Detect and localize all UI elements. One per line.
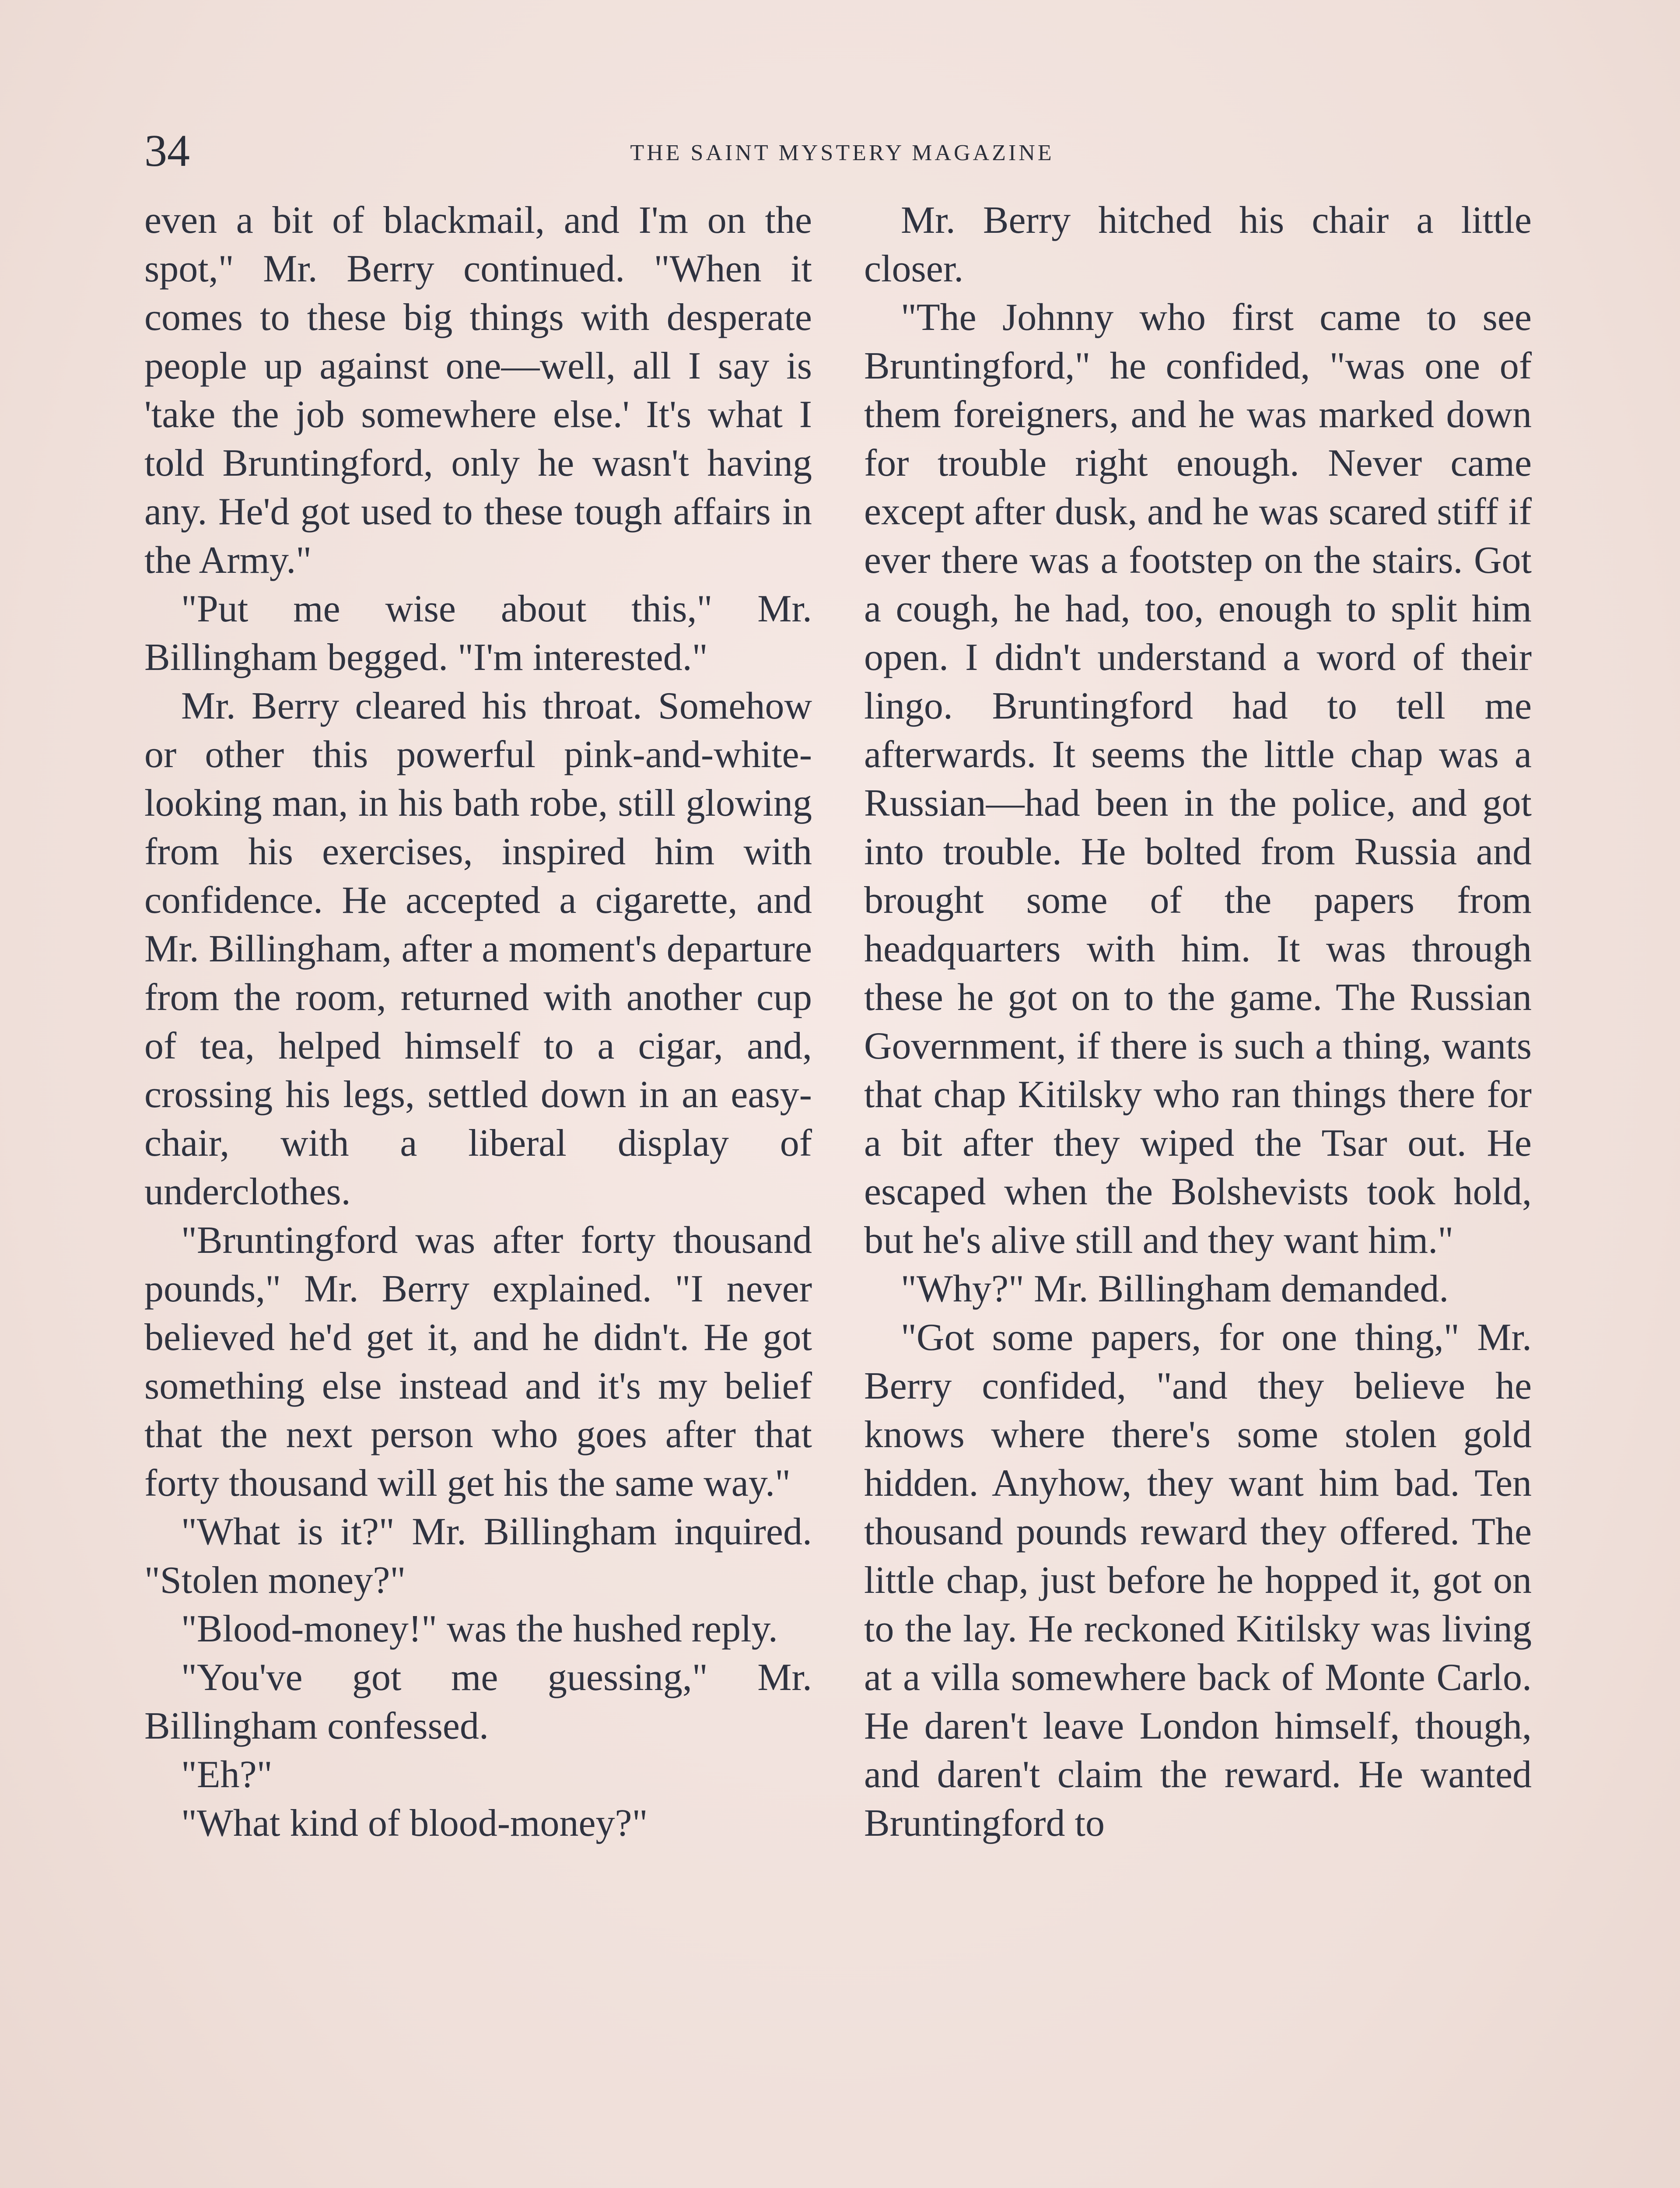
right-column xyxy=(864,196,1532,1848)
paragraph: Mr. Berry cleared his throat. Somehow or other this powerful pink-and-white-looking man, in his bath robe, still glowing from his exercises, inspired him with confidence. He accepted a cigarette, and Mr. Billingham, after a moment's departure from the room, returned with another cup of tea, helped himself to a cigar, and, crossing his legs, settled down in an easy-chair, with a liberal display of underclothes. xyxy=(144,685,812,1213)
paragraph: "What kind of blood-money?" xyxy=(181,1802,648,1844)
paragraph: even a bit of blackmail, and I'm on the spot," Mr. Berry continued. "When it comes to these big things with desperate people up against one—well, all I say is 'take the job somewhere else.' It's what I told Bruntingford, only he wasn't having any. He'd got used to these tough affairs in the Army." xyxy=(144,199,812,582)
paragraph: Mr. Berry hitched his chair a little closer. xyxy=(864,199,1532,290)
paragraph: "The Johnny who first came to see Bruntingford," he confided, "was one of them foreigners, and he was marked down for trouble right enough. Never came except after dusk, and he was scared stiff if ever there was a footstep on the stairs. Got a cough, he had, too, enough to split him open. I didn't understand a word of their lingo. Bruntingford had to tell me afterwards. It seems the little chap was a Russian—had been in the police, and got into trouble. He bolted from Russia and brought some of the papers from headquarters with him. It was through these he got on to the game. The Russian Government, if there is such a thing, wants that chap Kitilsky who ran things there for a bit after they wiped the Tsar out. He escaped when the Bolshevists took hold, but he's alive still and they want him." xyxy=(864,296,1532,1262)
running-head: THE SAINT MYSTERY MAGAZINE xyxy=(630,140,1054,165)
left-column xyxy=(144,196,812,1848)
paragraph: "Blood-money!" was the hushed reply. xyxy=(181,1608,778,1650)
page-header xyxy=(144,125,1540,182)
paragraph: "Put me wise about this," Mr. Billingham begged. "I'm interested." xyxy=(144,588,812,679)
paragraph: "Got some papers, for one thing," Mr. Berry confided, "and they believe he knows where there's some stolen gold hidden. Anyhow, they want him bad. Ten thousand pounds reward they offered. The little chap, just before he hopped it, got on to the lay. He reckoned Kitilsky was living at a villa somewhere back of Monte Carlo. He daren't leave London himself, though, and daren't claim the reward. He wanted Bruntingford to xyxy=(864,1316,1532,1844)
paragraph: "Eh?" xyxy=(181,1753,273,1796)
page-number: 34 xyxy=(144,126,190,176)
paragraph: "Bruntingford was after forty thousand pounds," Mr. Berry explained. "I never believed he'd get it, and he didn't. He got something else instead and it's my belief that the next person who goes after that forty thousand will get his the same way." xyxy=(144,1219,812,1504)
paragraph: "Why?" Mr. Billingham demanded. xyxy=(901,1268,1449,1310)
paragraph: "What is it?" Mr. Billingham inquired. "Stolen money?" xyxy=(144,1511,812,1602)
paragraph: "You've got me guessing," Mr. Billingham confessed. xyxy=(144,1656,812,1747)
